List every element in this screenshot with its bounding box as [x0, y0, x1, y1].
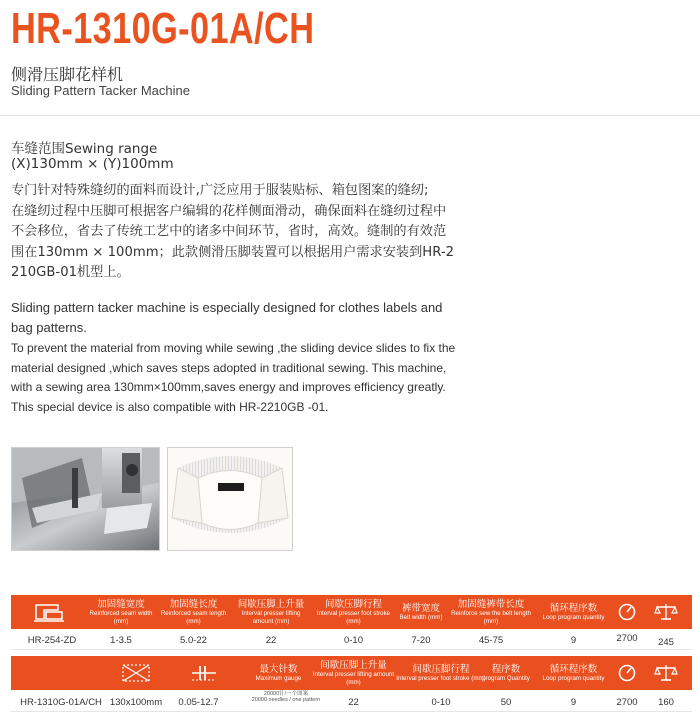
cell-presser-lift: 22	[348, 697, 359, 708]
description-cn-line: 210GB-01机型上。	[11, 265, 130, 280]
cell-model: HR-1310G-01A/CH	[20, 697, 102, 708]
header-presser-stroke: 间歇压脚行程 Interval presser foot stroke (mm)	[316, 599, 391, 625]
cell-stitch-length: 0.05-12.7	[178, 697, 219, 708]
cell-presser-stroke: 0-10	[343, 635, 363, 646]
shirt-label-photo	[167, 447, 293, 551]
needle-note-cn: 20000针/一个图案	[263, 691, 309, 697]
header-loop-program: 循环程序数 Loop program quantity	[542, 602, 605, 621]
weight-scale-icon	[651, 660, 681, 686]
cell-belt-length: 45-75	[478, 635, 504, 646]
spec-table-2-header	[11, 656, 692, 690]
header-belt-width: 裤带宽度 Belt width (mm)	[399, 602, 443, 621]
spec-table-1-header	[11, 595, 692, 629]
description-cn-line: 围在130mm × 100mm；此款侧滑压脚装置可以根据用户需求安装到HR-2	[11, 244, 454, 260]
description-cn	[11, 181, 471, 284]
header-max-gauge: 最大针数 Maximum gauge	[255, 663, 302, 682]
cell-belt-width: 7-20	[411, 635, 431, 646]
cell-loop-program: 9	[570, 635, 577, 646]
cell-presser-lift: 22	[265, 635, 277, 646]
cell-seam-length: 5.0-22	[180, 635, 207, 646]
cell-seam-width: 1-3.5	[110, 635, 132, 646]
product-name-cn: 侧滑压脚花样机	[11, 65, 124, 84]
description-en-line: This special device is also compatible with HR-2210GB -01.	[11, 399, 329, 414]
header-presser-lift: 间歇压脚上升量 Interval presser lifting amount (mm)	[237, 599, 305, 625]
header-program-quantity: 程序数 program Quantity	[482, 663, 530, 682]
cell-presser-stroke: 0-10	[431, 697, 451, 708]
cell-weight: 245	[658, 637, 674, 648]
model-title: HR-1310G-01A/CH	[11, 4, 315, 53]
description-cn-line: 专门针对特殊缝纫的面料而设计,广泛应用于服装贴标、箱包图案的缝纫;	[11, 183, 429, 198]
cell-sewing-area: 130x100mm	[109, 697, 163, 708]
description-en-line: To prevent the material from moving while sewing ,the sliding device slides to fix the	[11, 341, 456, 355]
stitch-length-icon	[186, 660, 222, 686]
cell-speed: 2700	[616, 633, 638, 644]
description-en-line: Sliding pattern tacker machine is especially designed for clothes labels and	[11, 300, 443, 315]
header-belt-length: 加固缝裤带长度 Reinforce sew the belt length (mm)	[451, 599, 531, 625]
header-seam-length: 加固缝长度 Reinforced seam length (mm)	[160, 599, 227, 625]
speed-dial-icon	[615, 599, 639, 625]
sewing-range-value: (X)130mm × (Y)100mm	[11, 156, 174, 172]
sewing-machine-icon	[29, 599, 69, 625]
product-name-en: Sliding Pattern Tacker Machine	[11, 83, 190, 98]
description-en-line: material designed ,which saves steps adopted in traditional sewing. This machine,	[11, 360, 447, 375]
description-cn-line: 在缝纫过程中压脚可根据客户编辑的花样侧面滑动，确保面料在缝纫过程中	[11, 203, 447, 219]
needle-note-en: 20000 needles / one pattern	[251, 697, 321, 704]
cell-program-quantity: 50	[500, 697, 512, 708]
description-en-line: with a sewing area 130mm×100mm,saves energy and improves efficiency greatly.	[11, 380, 446, 395]
header-loop-program-2: 循环程序数 Loop program quantity	[542, 663, 605, 682]
weight-scale-icon	[651, 599, 681, 625]
spec-table-1-row	[11, 633, 692, 650]
description-cn-line: 不会移位，省去了传统工艺中的诸多中间环节，省时，高效。缝制的有效范	[11, 224, 447, 239]
cell-model: HR-254-ZD	[27, 635, 77, 646]
description-en-detail	[11, 339, 481, 417]
header-seam-width: 加固缝宽度 Reinforced seam width (mm)	[89, 599, 153, 625]
description-en-line: bag patterns.	[11, 320, 87, 335]
header-presser-lift-2: 间歇压脚上升量 Interval presser lifting amount (mm)	[312, 660, 395, 686]
cell-weight: 160	[658, 697, 674, 708]
description-en-intro	[11, 298, 481, 338]
sewing-area-icon	[116, 660, 156, 686]
sewing-range-label: 车缝范围Sewing range	[11, 141, 158, 157]
spec-table-2-row	[11, 695, 692, 712]
header-divider	[0, 115, 700, 116]
machine-closeup-photo	[11, 447, 160, 551]
header-presser-stroke-2: 间歇压脚行程 Interval presser foot stroke (mm)	[396, 663, 486, 682]
speed-dial-icon	[615, 660, 639, 686]
cell-loop-program: 9	[570, 697, 577, 708]
cell-speed: 2700	[616, 697, 638, 708]
